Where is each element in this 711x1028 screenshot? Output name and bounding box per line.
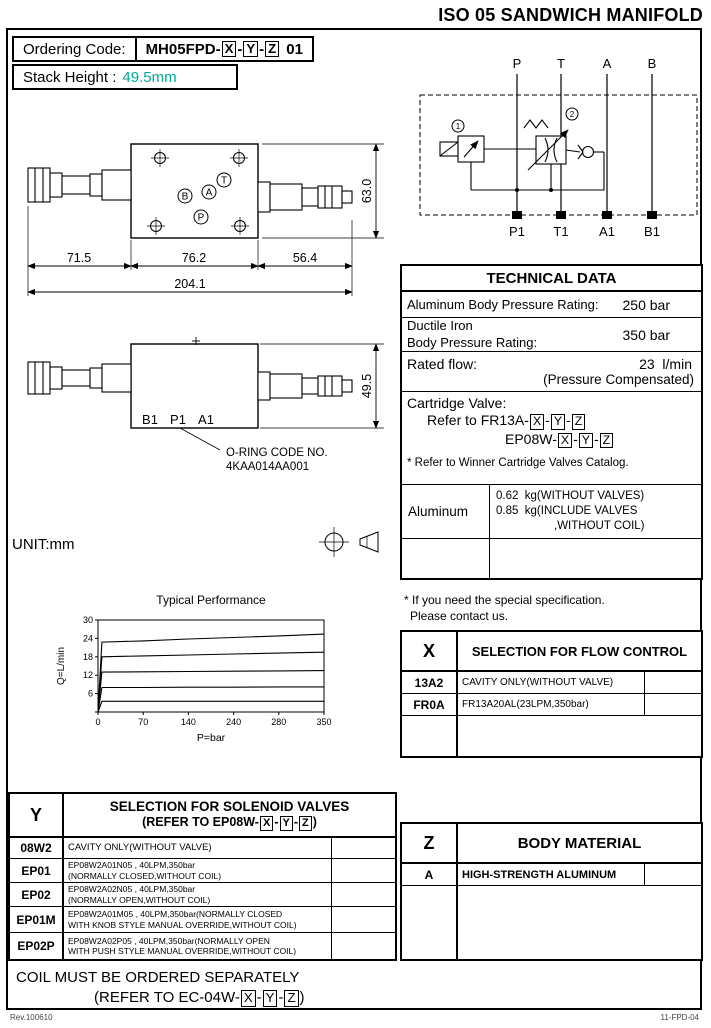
- code-y-box: Y: [243, 41, 258, 58]
- rated-flow-label: Rated flow:: [407, 356, 478, 372]
- port-label-a: A: [602, 56, 612, 71]
- option-code: EP01: [10, 859, 64, 882]
- code-y-box: Y: [579, 433, 593, 449]
- y-tick-label: 18: [82, 651, 93, 662]
- table-row: [402, 694, 701, 716]
- ordering-code-row: [12, 36, 314, 62]
- flow-control-symbol: [484, 120, 568, 190]
- empty-row: [402, 886, 701, 959]
- series-flow-setting-2: [98, 687, 324, 712]
- cartridge-ref-fr13a: [407, 412, 696, 430]
- option-code: A: [402, 864, 458, 885]
- empty-cell: [645, 886, 701, 959]
- code-y-box: Y: [263, 990, 278, 1007]
- dash: -: [256, 989, 262, 1007]
- x-tick-label: 0: [95, 717, 101, 727]
- port-labels-top: [513, 56, 657, 71]
- schematic-markers: [452, 108, 578, 132]
- table-row: [402, 864, 701, 886]
- x-tick-label: 240: [226, 717, 242, 727]
- stack-height-value: 49.5mm: [122, 68, 177, 86]
- marker-2: 2: [569, 110, 575, 119]
- stack-height-label: Stack Height :: [23, 68, 117, 86]
- dash: -: [566, 412, 571, 428]
- code-z-box: Z: [572, 414, 586, 430]
- projection-symbol-svg: [312, 524, 392, 560]
- dash: -: [593, 430, 599, 447]
- flow-control-valve: [258, 182, 352, 212]
- code-y-box: Y: [280, 816, 293, 830]
- port-label-t: T: [557, 56, 565, 71]
- option-description: HIGH-STRENGTH ALUMINUM: [458, 864, 645, 885]
- port-label-p1: P1: [509, 224, 525, 239]
- coil-note-line2: [16, 988, 305, 1008]
- table-row: [10, 907, 395, 933]
- y-tick-label: 6: [87, 688, 93, 699]
- y-table-title-line1: SELECTION FOR SOLENOID VALVES: [109, 799, 350, 815]
- chart-title: Typical Performance: [156, 593, 266, 607]
- weight-row: [402, 485, 701, 538]
- technical-data-box: [400, 264, 703, 580]
- empty-row: [402, 716, 701, 756]
- port-b1-label: B1: [142, 412, 158, 427]
- unit-label: UNIT:mm: [12, 536, 75, 553]
- rated-flow-note: (Pressure Compensated): [543, 372, 694, 387]
- empty-cell: [458, 886, 645, 959]
- marker-1: 1: [455, 122, 461, 131]
- series-flow-setting-3: [98, 671, 324, 712]
- option-code: 08W2: [10, 838, 64, 858]
- ductile-pressure-value: 350 bar: [622, 326, 670, 343]
- ductile-pressure-label: Ductile Iron Body Pressure Rating:: [407, 318, 538, 350]
- option-description: CAVITY ONLY(WITHOUT VALVE): [458, 672, 645, 693]
- option-code: EP01M: [10, 907, 64, 932]
- dim-63-0: 63.0: [360, 178, 374, 204]
- y-table-title: [64, 794, 395, 836]
- y-tick-label: 12: [82, 670, 93, 681]
- coil-note-line1: COIL MUST BE ORDERED SEPARATELY: [16, 969, 300, 986]
- footer-revision: Rev.100610: [10, 1013, 53, 1022]
- solenoid-valve-selection-table: [8, 792, 397, 961]
- x-table-title: SELECTION FOR FLOW CONTROL: [471, 643, 688, 659]
- port-b-label: B: [181, 191, 189, 203]
- weight-material-cell: Aluminum: [402, 485, 490, 538]
- stack-height-box: [12, 64, 238, 90]
- empty-cell: [332, 859, 395, 882]
- footer-doc-number: 11-FPD-04: [660, 1013, 699, 1022]
- empty-cell: [645, 694, 701, 715]
- table-row: [10, 883, 395, 907]
- x-tick-label: 70: [138, 717, 149, 727]
- bottom-port-labels: [142, 412, 214, 427]
- z-table-key: Z: [402, 824, 458, 862]
- z-table-header: [402, 824, 701, 864]
- special-note-line2: Please contact us.: [410, 609, 509, 624]
- cartridge-valve-label: Cartridge Valve:: [407, 395, 507, 411]
- cartridge-ref-ep08w: [407, 431, 696, 449]
- empty-cell: [332, 883, 395, 906]
- ductile-pressure-row: [402, 318, 701, 352]
- page-title: ISO 05 SANDWICH MANIFOLD: [438, 5, 703, 25]
- junction-dot: [515, 188, 519, 192]
- code-x-box: X: [530, 414, 544, 430]
- empty-cell: [645, 672, 701, 693]
- option-description: EP08W2A01N05 , 40LPM,350bar (NORMALLY CLOSED,WITHOUT COIL): [64, 859, 332, 882]
- junction-dot: [549, 188, 553, 192]
- port-a-label: A: [205, 187, 213, 199]
- dim-56-4: 56.4: [292, 251, 318, 265]
- flow-control-selection-table: [400, 630, 703, 758]
- code-x-box: X: [260, 816, 273, 830]
- series-flow-setting-5: [98, 634, 324, 712]
- option-description: EP08W2A01M05 , 40LPM,350bar(NORMALLY CLOSED WITH KNOB STYLE MANUAL OVERRIDE,WITHOUT COIL): [64, 907, 332, 932]
- port-label-b: B: [647, 56, 657, 71]
- y-table-title-line2: [142, 815, 317, 830]
- projection-symbol: [312, 524, 392, 560]
- flow-control-valve: [258, 372, 352, 400]
- dash: -: [237, 40, 243, 58]
- port-label-t1: T1: [553, 224, 569, 239]
- code-z-box: Z: [265, 41, 279, 58]
- manifold-side-view-drawing: [8, 330, 398, 492]
- weight-empty-row: [402, 538, 701, 578]
- cartridge-valve-section: [402, 392, 701, 484]
- solenoid-valve-symbol: [440, 136, 484, 190]
- x-table-header: [402, 632, 701, 672]
- special-note-line1: * If you need the special specification.: [404, 593, 605, 607]
- dash: -: [573, 430, 578, 447]
- dim-204-1: 204.1: [174, 277, 206, 291]
- port-a1-label: A1: [198, 412, 214, 427]
- coil-ref-prefix: (REFER TO EC-04W-: [94, 989, 240, 1007]
- table-row: [10, 933, 395, 959]
- port-p-label: P: [197, 212, 205, 224]
- performance-chart: [40, 588, 360, 756]
- ordering-code-label: Ordering Code:: [12, 36, 137, 62]
- y-tick-label: 30: [82, 615, 93, 625]
- ref-ep08w-prefix: EP08W-: [505, 430, 557, 447]
- dash: -: [278, 989, 284, 1007]
- x-tick-label: 350: [316, 717, 332, 727]
- code-z-box: Z: [600, 433, 614, 449]
- port-p1-label: P1: [170, 412, 186, 427]
- body-material-table: [400, 822, 703, 961]
- empty-cell: [645, 864, 701, 885]
- series-flow-setting-1: [98, 701, 324, 712]
- option-description: CAVITY ONLY(WITHOUT VALVE): [64, 838, 332, 858]
- hydraulic-schematic-svg: [412, 40, 704, 252]
- manifold-top-view-drawing: [8, 126, 398, 311]
- code-y-box: Y: [551, 414, 565, 430]
- series-flow-setting-4: [98, 652, 324, 712]
- manifold-side-view-svg: [8, 330, 398, 492]
- y-tick-label: 24: [82, 633, 93, 644]
- option-description: EP08W2A02P05 , 40LPM,350bar(NORMALLY OPEN WITH PUSH STYLE MANUAL OVERRIDE,WITHOUT COIL): [64, 933, 332, 959]
- x-tick-label: 280: [271, 717, 287, 727]
- empty-cell: [332, 933, 395, 959]
- empty-cell: [332, 907, 395, 932]
- code-z-box: Z: [284, 990, 298, 1007]
- plot-frame: [98, 620, 324, 712]
- manifold-top-view-svg: [8, 126, 398, 311]
- leader-line: [180, 428, 220, 450]
- oring-code-label: O-RING CODE NO.: [226, 447, 328, 459]
- port-label-p: P: [512, 56, 522, 71]
- y-table-header: [10, 794, 395, 838]
- weight-values-cell: 0.62 kg(WITHOUT VALVES) 0.85 kg(INCLUDE VALVES ,WITHOUT COIL): [496, 490, 645, 532]
- coil-order-note: [16, 968, 305, 1009]
- x-tick-label: 140: [180, 717, 196, 727]
- dim-71-5: 71.5: [66, 251, 92, 265]
- empty-cell: [402, 716, 458, 756]
- ordering-code-value: [135, 36, 314, 62]
- z-table-title: BODY MATERIAL: [517, 834, 642, 852]
- code-x-box: X: [222, 41, 237, 58]
- rated-flow-value: 23 l/min: [639, 356, 692, 372]
- x-table-key: X: [402, 632, 458, 670]
- empty-cell: [458, 716, 645, 756]
- dash: -: [259, 40, 265, 58]
- chart-xlabel: P=bar: [196, 732, 226, 744]
- hydraulic-schematic: [412, 40, 704, 252]
- empty-cell: [332, 838, 395, 858]
- aluminum-pressure-row: [402, 292, 701, 318]
- table-row: [10, 859, 395, 883]
- aluminum-pressure-label: Aluminum Body Pressure Rating:: [407, 297, 599, 312]
- dash: -: [274, 815, 279, 830]
- ordering-code-prefix: MH05FPD-: [145, 40, 221, 58]
- code-z-box: Z: [299, 816, 312, 830]
- performance-chart-svg: [40, 588, 360, 756]
- empty-cell: [645, 716, 701, 756]
- port-label-b1: B1: [644, 224, 660, 239]
- option-description: FR13A20AL(23LPM,350bar): [458, 694, 645, 715]
- option-code: 13A2: [402, 672, 458, 693]
- chart-ylabel: Q=L/min: [56, 646, 67, 686]
- option-code: EP02: [10, 883, 64, 906]
- weight-table: [402, 484, 701, 578]
- ref-fr13a-prefix: Refer to FR13A-: [427, 412, 529, 428]
- dim-76-2: 76.2: [181, 251, 207, 265]
- y-table-key: Y: [10, 794, 64, 836]
- special-specification-note: [404, 592, 605, 624]
- y-title-suffix: ): [312, 815, 317, 830]
- code-x-box: X: [241, 990, 256, 1007]
- oring-code-value: 4KAA014AA001: [226, 461, 310, 473]
- ordering-code-suffix: 01: [286, 40, 303, 58]
- y-title-prefix: (REFER TO EP08W-: [142, 815, 259, 830]
- catalog-note: * Refer to Winner Cartridge Valves Catalog.: [407, 457, 629, 470]
- port-label-a1: A1: [599, 224, 615, 239]
- dash: -: [293, 815, 299, 830]
- rated-flow-row: [402, 352, 701, 392]
- dim-49-5: 49.5: [360, 373, 374, 399]
- code-x-box: X: [558, 433, 572, 449]
- empty-cell: [402, 886, 458, 959]
- solenoid-cartridge-valve: [28, 362, 131, 394]
- option-code: EP02P: [10, 933, 64, 959]
- solenoid-cartridge-valve: [28, 168, 131, 202]
- aluminum-pressure-value: 250 bar: [622, 296, 670, 313]
- technical-data-title: TECHNICAL DATA: [402, 266, 701, 292]
- coil-ref-suffix: ): [299, 989, 305, 1007]
- option-code: FR0A: [402, 694, 458, 715]
- table-row: [10, 838, 395, 859]
- port-t-label: T: [220, 175, 228, 187]
- port-labels-bottom: [509, 224, 660, 239]
- option-description: EP08W2A02N05 , 40LPM,350bar (NORMALLY OPEN,WITHOUT COIL): [64, 883, 332, 906]
- dash: -: [545, 412, 550, 428]
- table-row: [402, 672, 701, 694]
